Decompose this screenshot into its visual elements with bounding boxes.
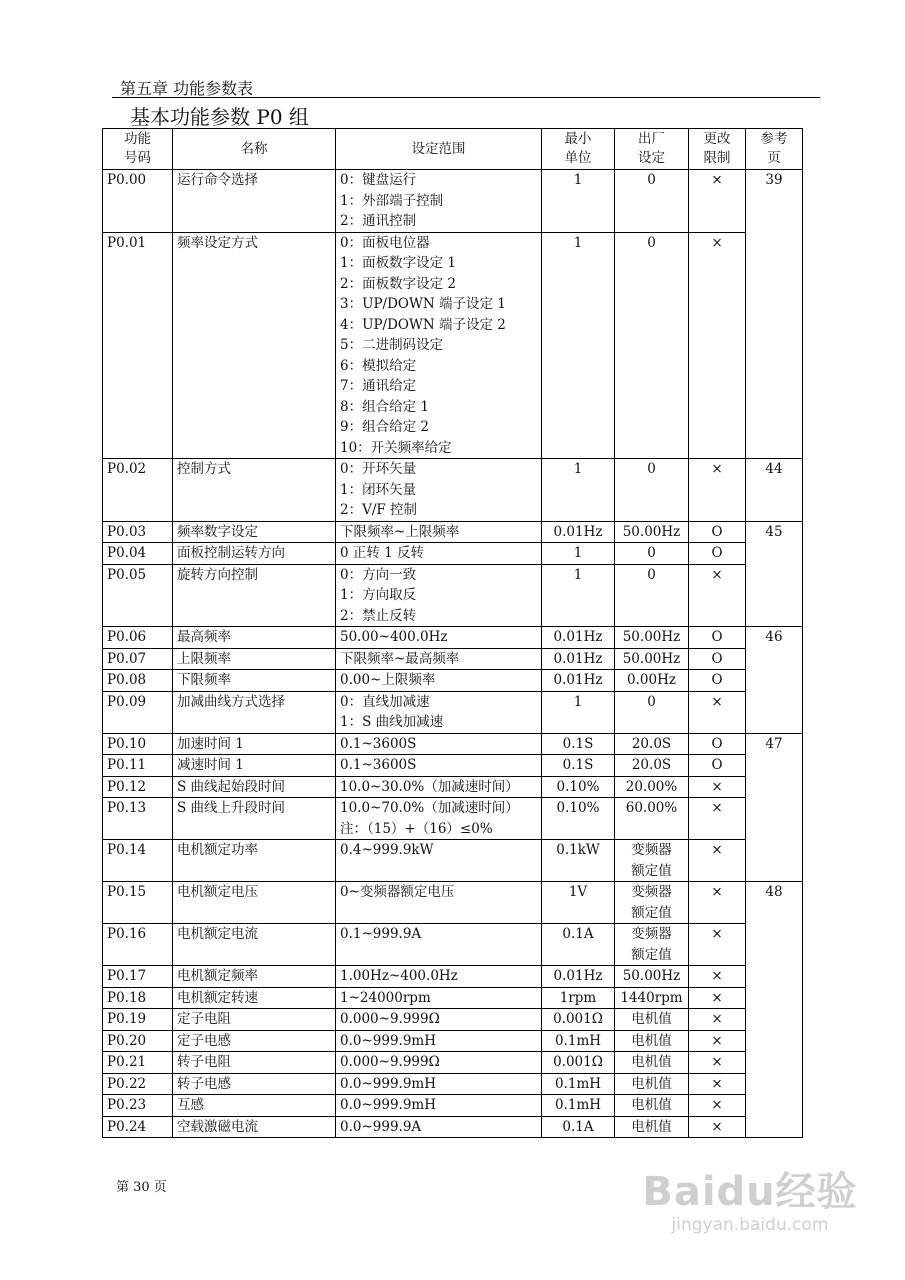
cell-line: 9：组合给定 2 — [340, 419, 429, 435]
cell-line: 变频器 — [631, 842, 672, 858]
param-change-limit: O — [689, 627, 746, 649]
param-name: 加速时间 1 — [173, 733, 336, 755]
param-min-unit: 0.01Hz — [542, 521, 615, 543]
param-min-unit: 1 — [542, 170, 615, 233]
param-code: P0.10 — [103, 733, 173, 755]
param-code: P0.07 — [103, 648, 173, 670]
param-ref-page: 39 — [746, 170, 803, 459]
param-min-unit: 1 — [542, 459, 615, 522]
param-min-unit: 1rpm — [542, 987, 615, 1009]
param-code: P0.08 — [103, 670, 173, 692]
param-name: 控制方式 — [173, 459, 336, 522]
col-header-name: 名称 — [173, 129, 336, 170]
param-change-limit: × — [689, 798, 746, 840]
param-ref-page: 48 — [746, 882, 803, 1138]
param-default — [615, 648, 689, 670]
param-name: 空载激磁电流 — [173, 1116, 336, 1138]
table-row — [103, 170, 803, 233]
param-change-limit: × — [689, 987, 746, 1009]
param-change-limit: × — [689, 170, 746, 233]
param-range — [336, 882, 542, 924]
param-code: P0.24 — [103, 1116, 173, 1138]
cell-line: 变频器 — [631, 884, 672, 900]
cell-line: 0.00~上限频率 — [340, 672, 436, 688]
param-ref-page: 45 — [746, 521, 803, 627]
param-name: 面板控制运转方向 — [173, 543, 336, 565]
param-min-unit: 0.1mH — [542, 1030, 615, 1052]
param-name: S 曲线上升段时间 — [173, 798, 336, 840]
param-code: P0.05 — [103, 564, 173, 627]
param-default — [615, 1030, 689, 1052]
param-min-unit: 1 — [542, 564, 615, 627]
param-min-unit: 0.1A — [542, 1116, 615, 1138]
table-header-row — [103, 129, 803, 170]
param-min-unit: 0.01Hz — [542, 648, 615, 670]
param-name: 互感 — [173, 1095, 336, 1117]
table-row — [103, 966, 803, 988]
table-row — [103, 1095, 803, 1117]
param-change-limit: O — [689, 755, 746, 777]
page-number: 第 30 页 — [116, 1180, 167, 1195]
param-range — [336, 1095, 542, 1117]
cell-line: 1：方向取反 — [340, 587, 417, 603]
cell-line: 0.1~3600S — [340, 757, 417, 773]
param-range — [336, 733, 542, 755]
col-header-ref: 参考 页 — [746, 129, 803, 170]
table-row — [103, 648, 803, 670]
param-code: P0.00 — [103, 170, 173, 233]
param-min-unit: 0.001Ω — [542, 1009, 615, 1031]
cell-line: 7：通讯给定 — [340, 378, 417, 394]
cell-line: 0：面板电位器 — [340, 234, 430, 251]
table-row — [103, 755, 803, 777]
cell-line: 额定值 — [631, 904, 672, 921]
cell-line: 3：UP/DOWN 端子设定 1 — [340, 296, 506, 312]
param-range — [336, 627, 542, 649]
table-row — [103, 459, 803, 522]
cell-line: 0.00Hz — [627, 672, 676, 688]
cell-line: 0.000~9.999Ω — [340, 1011, 440, 1027]
param-default — [615, 924, 689, 966]
param-change-limit: O — [689, 521, 746, 543]
param-min-unit: 0.1kW — [542, 840, 615, 882]
param-code: P0.22 — [103, 1073, 173, 1095]
param-name: 减速时间 1 — [173, 755, 336, 777]
param-default — [615, 1073, 689, 1095]
param-default — [615, 1052, 689, 1074]
cell-line: 0 — [647, 693, 656, 710]
param-range — [336, 1116, 542, 1138]
param-change-limit: × — [689, 1116, 746, 1138]
cell-line: 6：模拟给定 — [340, 357, 417, 374]
cell-line: 20.0S — [631, 757, 672, 773]
cell-line: 0 — [647, 234, 656, 251]
param-range — [336, 840, 542, 882]
param-default — [615, 170, 689, 233]
cell-line: 电机值 — [631, 1011, 672, 1027]
param-code: P0.02 — [103, 459, 173, 522]
cell-line: 1：S 曲线加减速 — [340, 714, 444, 730]
param-range — [336, 966, 542, 988]
header-rule — [112, 97, 820, 98]
cell-line: 0 — [647, 566, 656, 583]
param-range — [336, 1052, 542, 1074]
param-code: P0.21 — [103, 1052, 173, 1074]
param-code: P0.16 — [103, 924, 173, 966]
param-min-unit: 1V — [542, 882, 615, 924]
cell-line: 电机值 — [631, 1054, 672, 1070]
param-change-limit: × — [689, 1052, 746, 1074]
param-min-unit: 0.01Hz — [542, 670, 615, 692]
cell-line: 0 — [647, 172, 656, 188]
cell-line: 0.0~999.9mH — [340, 1097, 437, 1113]
table-row — [103, 1009, 803, 1031]
table-row — [103, 521, 803, 543]
param-range — [336, 776, 542, 798]
param-code: P0.09 — [103, 691, 173, 733]
param-default — [615, 1009, 689, 1031]
cell-line: 额定值 — [631, 946, 672, 963]
param-range — [336, 1073, 542, 1095]
cell-line: 50.00Hz — [622, 629, 681, 645]
table-row — [103, 987, 803, 1009]
table-row — [103, 776, 803, 798]
watermark-logo: Baidu经验 — [642, 1169, 858, 1215]
watermark — [640, 1160, 860, 1235]
param-min-unit: 0.01Hz — [542, 627, 615, 649]
param-name: 定子电阻 — [173, 1009, 336, 1031]
cell-line: 4：UP/DOWN 端子设定 2 — [340, 316, 506, 333]
param-range — [336, 564, 542, 627]
param-range — [336, 1030, 542, 1052]
cell-line: 8：组合给定 1 — [340, 398, 429, 415]
param-change-limit: O — [689, 543, 746, 565]
param-name: 运行命令选择 — [173, 170, 336, 233]
param-default — [615, 840, 689, 882]
param-default — [615, 232, 689, 459]
cell-line: 额定值 — [631, 862, 672, 879]
param-default — [615, 987, 689, 1009]
cell-line: 0.000~9.999Ω — [340, 1054, 440, 1070]
table-row — [103, 1052, 803, 1074]
param-name: 转子电阻 — [173, 1052, 336, 1074]
param-change-limit: × — [689, 882, 746, 924]
cell-line: 0~变频器额定电压 — [340, 884, 455, 900]
param-code: P0.23 — [103, 1095, 173, 1117]
table-row — [103, 840, 803, 882]
param-change-limit: O — [689, 733, 746, 755]
table-row — [103, 627, 803, 649]
table-row — [103, 691, 803, 733]
param-range — [336, 521, 542, 543]
param-code: P0.18 — [103, 987, 173, 1009]
cell-line: 电机值 — [631, 1097, 672, 1113]
param-code: P0.17 — [103, 966, 173, 988]
param-min-unit: 0.10% — [542, 776, 615, 798]
param-range — [336, 648, 542, 670]
param-change-limit: × — [689, 232, 746, 459]
param-name: 频率数字设定 — [173, 521, 336, 543]
cell-line: 0.0~999.9mH — [340, 1032, 437, 1049]
param-range — [336, 798, 542, 840]
param-name: 频率设定方式 — [173, 232, 336, 459]
cell-line: 50.00Hz — [622, 523, 681, 540]
param-default — [615, 776, 689, 798]
cell-line: 2：面板数字设定 2 — [340, 275, 456, 292]
cell-line: 0：直线加减速 — [340, 693, 430, 710]
param-range — [336, 232, 542, 459]
param-code: P0.11 — [103, 755, 173, 777]
param-min-unit: 0.1S — [542, 733, 615, 755]
param-default — [615, 521, 689, 543]
cell-line: 0：开环矢量 — [340, 461, 417, 477]
col-header-factory: 出厂 设定 — [615, 129, 689, 170]
col-header-code: 功能 号码 — [103, 129, 173, 170]
cell-line: 10.0~70.0%（加减速时间） — [340, 800, 519, 816]
param-min-unit: 0.001Ω — [542, 1052, 615, 1074]
param-min-unit: 0.10% — [542, 798, 615, 840]
cell-line: 0.0~999.9mH — [340, 1075, 437, 1092]
param-name: 最高频率 — [173, 627, 336, 649]
table-row — [103, 1116, 803, 1138]
param-change-limit: O — [689, 648, 746, 670]
cell-line: 变频器 — [631, 926, 672, 942]
param-name: S 曲线起始段时间 — [173, 776, 336, 798]
param-name: 上限频率 — [173, 648, 336, 670]
param-min-unit: 0.01Hz — [542, 966, 615, 988]
param-change-limit: O — [689, 670, 746, 692]
param-range — [336, 1009, 542, 1031]
param-code: P0.15 — [103, 882, 173, 924]
param-code: P0.04 — [103, 543, 173, 565]
param-name: 下限频率 — [173, 670, 336, 692]
param-change-limit: × — [689, 1030, 746, 1052]
param-name: 旋转方向控制 — [173, 564, 336, 627]
cell-line: 50.00Hz — [622, 968, 681, 984]
param-min-unit: 1 — [542, 691, 615, 733]
cell-line: 2：禁止反转 — [340, 607, 417, 624]
param-range — [336, 543, 542, 565]
section-title: 基本功能参数 P0 组 — [130, 105, 309, 129]
table-row — [103, 670, 803, 692]
table-row — [103, 1073, 803, 1095]
cell-line: 0 — [647, 461, 656, 477]
param-default — [615, 755, 689, 777]
cell-line: 0.4~999.9kW — [340, 842, 434, 858]
col-header-change: 更改 限制 — [689, 129, 746, 170]
cell-line: 20.0S — [631, 735, 672, 752]
param-default — [615, 1095, 689, 1117]
param-change-limit: × — [689, 564, 746, 627]
cell-line: 1.00Hz~400.0Hz — [340, 968, 458, 984]
cell-line: 电机值 — [631, 1075, 672, 1092]
param-change-limit: × — [689, 776, 746, 798]
param-default — [615, 691, 689, 733]
table-row — [103, 1030, 803, 1052]
param-name: 电机额定频率 — [173, 966, 336, 988]
param-range — [336, 170, 542, 233]
parameter-table — [102, 128, 803, 1138]
table-row — [103, 798, 803, 840]
cell-line: 1：面板数字设定 1 — [340, 255, 456, 271]
cell-line: 10.0~30.0%（加减速时间） — [340, 778, 519, 795]
param-change-limit: × — [689, 1095, 746, 1117]
param-default — [615, 733, 689, 755]
param-default — [615, 670, 689, 692]
param-range — [336, 459, 542, 522]
param-change-limit: × — [689, 459, 746, 522]
cell-line: 0 — [647, 545, 656, 561]
cell-line: 0.0~999.9A — [340, 1118, 422, 1135]
param-change-limit: × — [689, 924, 746, 966]
cell-line: 1：外部端子控制 — [340, 192, 444, 209]
table-row — [103, 924, 803, 966]
cell-line: 20.00% — [625, 778, 678, 795]
table-row — [103, 232, 803, 459]
cell-line: 0.1~999.9A — [340, 926, 422, 942]
param-name: 定子电感 — [173, 1030, 336, 1052]
table-row — [103, 543, 803, 565]
param-range — [336, 755, 542, 777]
param-range — [336, 924, 542, 966]
param-code: P0.13 — [103, 798, 173, 840]
param-ref-page: 47 — [746, 733, 803, 882]
param-name: 电机额定电压 — [173, 882, 336, 924]
param-range — [336, 670, 542, 692]
cell-line: 50.00~400.0Hz — [340, 629, 448, 645]
param-code: P0.14 — [103, 840, 173, 882]
table-row — [103, 564, 803, 627]
cell-line: 1440rpm — [620, 989, 683, 1006]
chapter-header: 第五章 功能参数表 — [120, 79, 254, 98]
cell-line: 60.00% — [625, 800, 678, 816]
param-ref-page: 44 — [746, 459, 803, 522]
param-min-unit: 1 — [542, 543, 615, 565]
param-name: 电机额定电流 — [173, 924, 336, 966]
param-range — [336, 691, 542, 733]
cell-line: 0：方向一致 — [340, 566, 417, 583]
cell-line: 1~24000rpm — [340, 989, 431, 1006]
cell-line: 0：键盘运行 — [340, 172, 417, 188]
param-default — [615, 798, 689, 840]
cell-line: 50.00Hz — [622, 650, 681, 667]
param-code: P0.12 — [103, 776, 173, 798]
param-min-unit: 0.1S — [542, 755, 615, 777]
cell-line: 10：开关频率给定 — [340, 439, 452, 456]
param-change-limit: × — [689, 1073, 746, 1095]
param-name: 电机额定功率 — [173, 840, 336, 882]
param-default — [615, 1116, 689, 1138]
param-change-limit: × — [689, 1009, 746, 1031]
param-min-unit: 0.1mH — [542, 1095, 615, 1117]
cell-line: 5：二进制码设定 — [340, 337, 444, 353]
param-name: 加减曲线方式选择 — [173, 691, 336, 733]
param-default — [615, 459, 689, 522]
param-change-limit: × — [689, 966, 746, 988]
cell-line: 2：V/F 控制 — [340, 502, 418, 518]
param-min-unit: 0.1mH — [542, 1073, 615, 1095]
cell-line: 下限频率~最高频率 — [340, 650, 460, 667]
param-change-limit: × — [689, 691, 746, 733]
param-change-limit: × — [689, 840, 746, 882]
col-header-range: 设定范围 — [336, 129, 542, 170]
cell-line: 1：闭环矢量 — [340, 481, 417, 498]
cell-line: 2：通讯控制 — [340, 213, 417, 229]
cell-line: 电机值 — [631, 1032, 672, 1049]
param-range — [336, 987, 542, 1009]
param-code: P0.03 — [103, 521, 173, 543]
param-ref-page: 46 — [746, 627, 803, 734]
table-row — [103, 733, 803, 755]
param-code: P0.01 — [103, 232, 173, 459]
param-code: P0.20 — [103, 1030, 173, 1052]
watermark-url: jingyan.baidu.com — [671, 1215, 829, 1235]
cell-line: 0.1~3600S — [340, 735, 417, 752]
cell-line: 下限频率~上限频率 — [340, 523, 460, 540]
param-code: P0.19 — [103, 1009, 173, 1031]
param-default — [615, 966, 689, 988]
table-row — [103, 882, 803, 924]
cell-line: 注：（15）+（16）≤0% — [340, 820, 493, 837]
param-default — [615, 564, 689, 627]
param-default — [615, 882, 689, 924]
param-default — [615, 543, 689, 565]
param-min-unit: 1 — [542, 232, 615, 459]
param-name: 转子电感 — [173, 1073, 336, 1095]
param-code: P0.06 — [103, 627, 173, 649]
cell-line: 电机值 — [631, 1118, 672, 1135]
param-min-unit: 0.1A — [542, 924, 615, 966]
param-default — [615, 627, 689, 649]
cell-line: 0 正转 1 反转 — [340, 545, 425, 561]
col-header-min-unit: 最小 单位 — [542, 129, 615, 170]
param-name: 电机额定转速 — [173, 987, 336, 1009]
